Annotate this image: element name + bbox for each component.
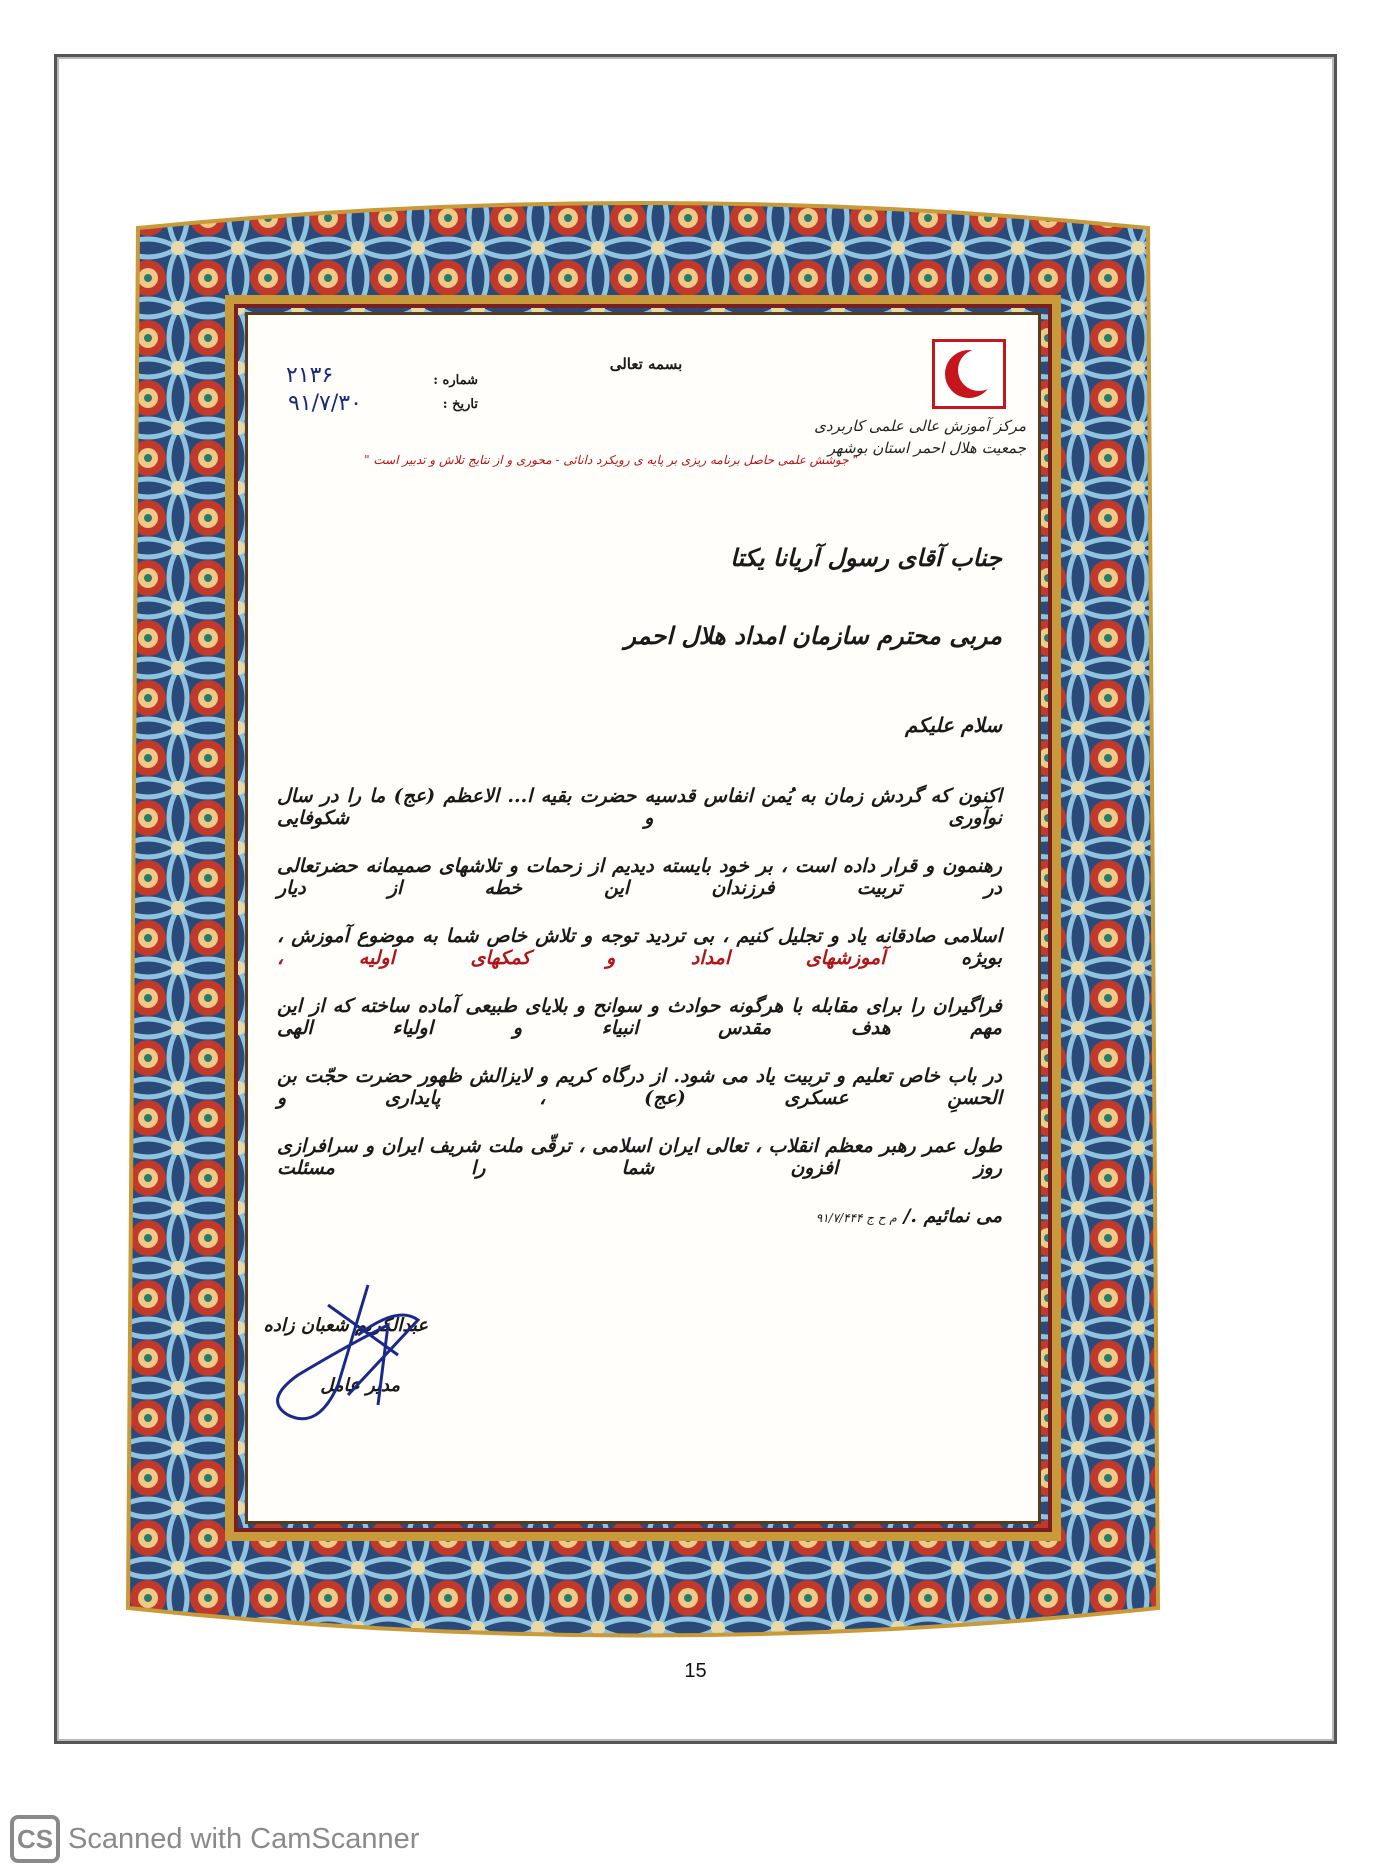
- slogan: " جوشش علمی حاصل برنامه ریزی بر پایه ی رویکرد دانائی - محوری و از نتایج تلاش و تدبیر است ": [364, 453, 858, 467]
- signature-scribble: [268, 1265, 468, 1445]
- body-line-5: در باب خاص تعلیم و تربیت یاد می شود. از درگاه کریم و لایزالش ظهور حضرت حجّت بن الحسنِ عسکری (عج) ، پایداری و: [277, 1065, 1002, 1109]
- date-label: تاریخ :: [442, 397, 478, 412]
- watermark-text: Scanned with CamScanner: [68, 1822, 420, 1855]
- org-line-2: جمعیت هلال احمر استان بوشهر: [827, 439, 1026, 457]
- camscanner-watermark: [10, 1814, 419, 1864]
- closing-text: [816, 1205, 1002, 1227]
- body-line-4: فراگیران را برای مقابله با هرگونه حوادث و سوانح و بلایای طبیعی آماده ساخته که از این مهم هدف مقدس انبیاء و اولیاء الهی: [277, 995, 1002, 1039]
- closing-phrase: می نمائیم ./: [903, 1205, 1002, 1227]
- body-line-1: اکنون که گردش زمان به یُمن انفاس قدسیه حضرت بقیه ا... الاعظم (عج) ما را در سال نوآوری و شکوفایی: [277, 785, 1002, 829]
- body-line-3-text: اسلامی صادقانه یاد و تجلیل کنیم ، بی تردید توجه و تلاش خاص شما به موضوع آموزش ، بویژه: [277, 925, 1002, 969]
- signer-name: عبدالکریم شعبان زاده: [263, 1315, 428, 1336]
- camscanner-logo-icon: CS: [10, 1815, 60, 1863]
- body-line-3: [277, 925, 1002, 969]
- body-line-6: طول عمر رهبر معظم انقلاب ، تعالی ایران اسلامی ، ترقّی ملت شریف ایران و سرافرازی روز افزون شما را مسئلت: [277, 1135, 1002, 1179]
- body-line-2: رهنمون و قرار داده است ، بر خود بایسته دیدیم از زحمات و تلاشهای صمیمانه حضرتعالی در تربیت فرزندان این خطه از دیار: [277, 855, 1002, 899]
- signer-title: مدیر عامل: [320, 1375, 400, 1396]
- closing-date: م ح ج ۹۱/۷/۴۴۴: [815, 1211, 897, 1225]
- body-line-3-highlight: آموزشهای امداد و کمکهای اولیه ،: [277, 947, 886, 969]
- number-value: ۲۱۳۶: [286, 363, 334, 388]
- page-number: 15: [684, 1660, 707, 1682]
- addressee-title: مربی محترم سازمان امداد هلال احمر: [624, 621, 1002, 650]
- org-line-1: مرکز آموزش عالی علمی کاربردی: [814, 417, 1026, 435]
- number-label: شماره :: [433, 373, 478, 388]
- red-crescent-icon: [932, 339, 1006, 409]
- greeting: سلام علیکم: [905, 713, 1002, 737]
- addressee-name: جناب آقای رسول آریانا یکتا: [730, 543, 1002, 572]
- letter-paper: [245, 312, 1041, 1524]
- letter-heading: بسمه تعالی: [609, 355, 683, 373]
- date-value: ۹۱/۷/۳۰: [288, 391, 362, 416]
